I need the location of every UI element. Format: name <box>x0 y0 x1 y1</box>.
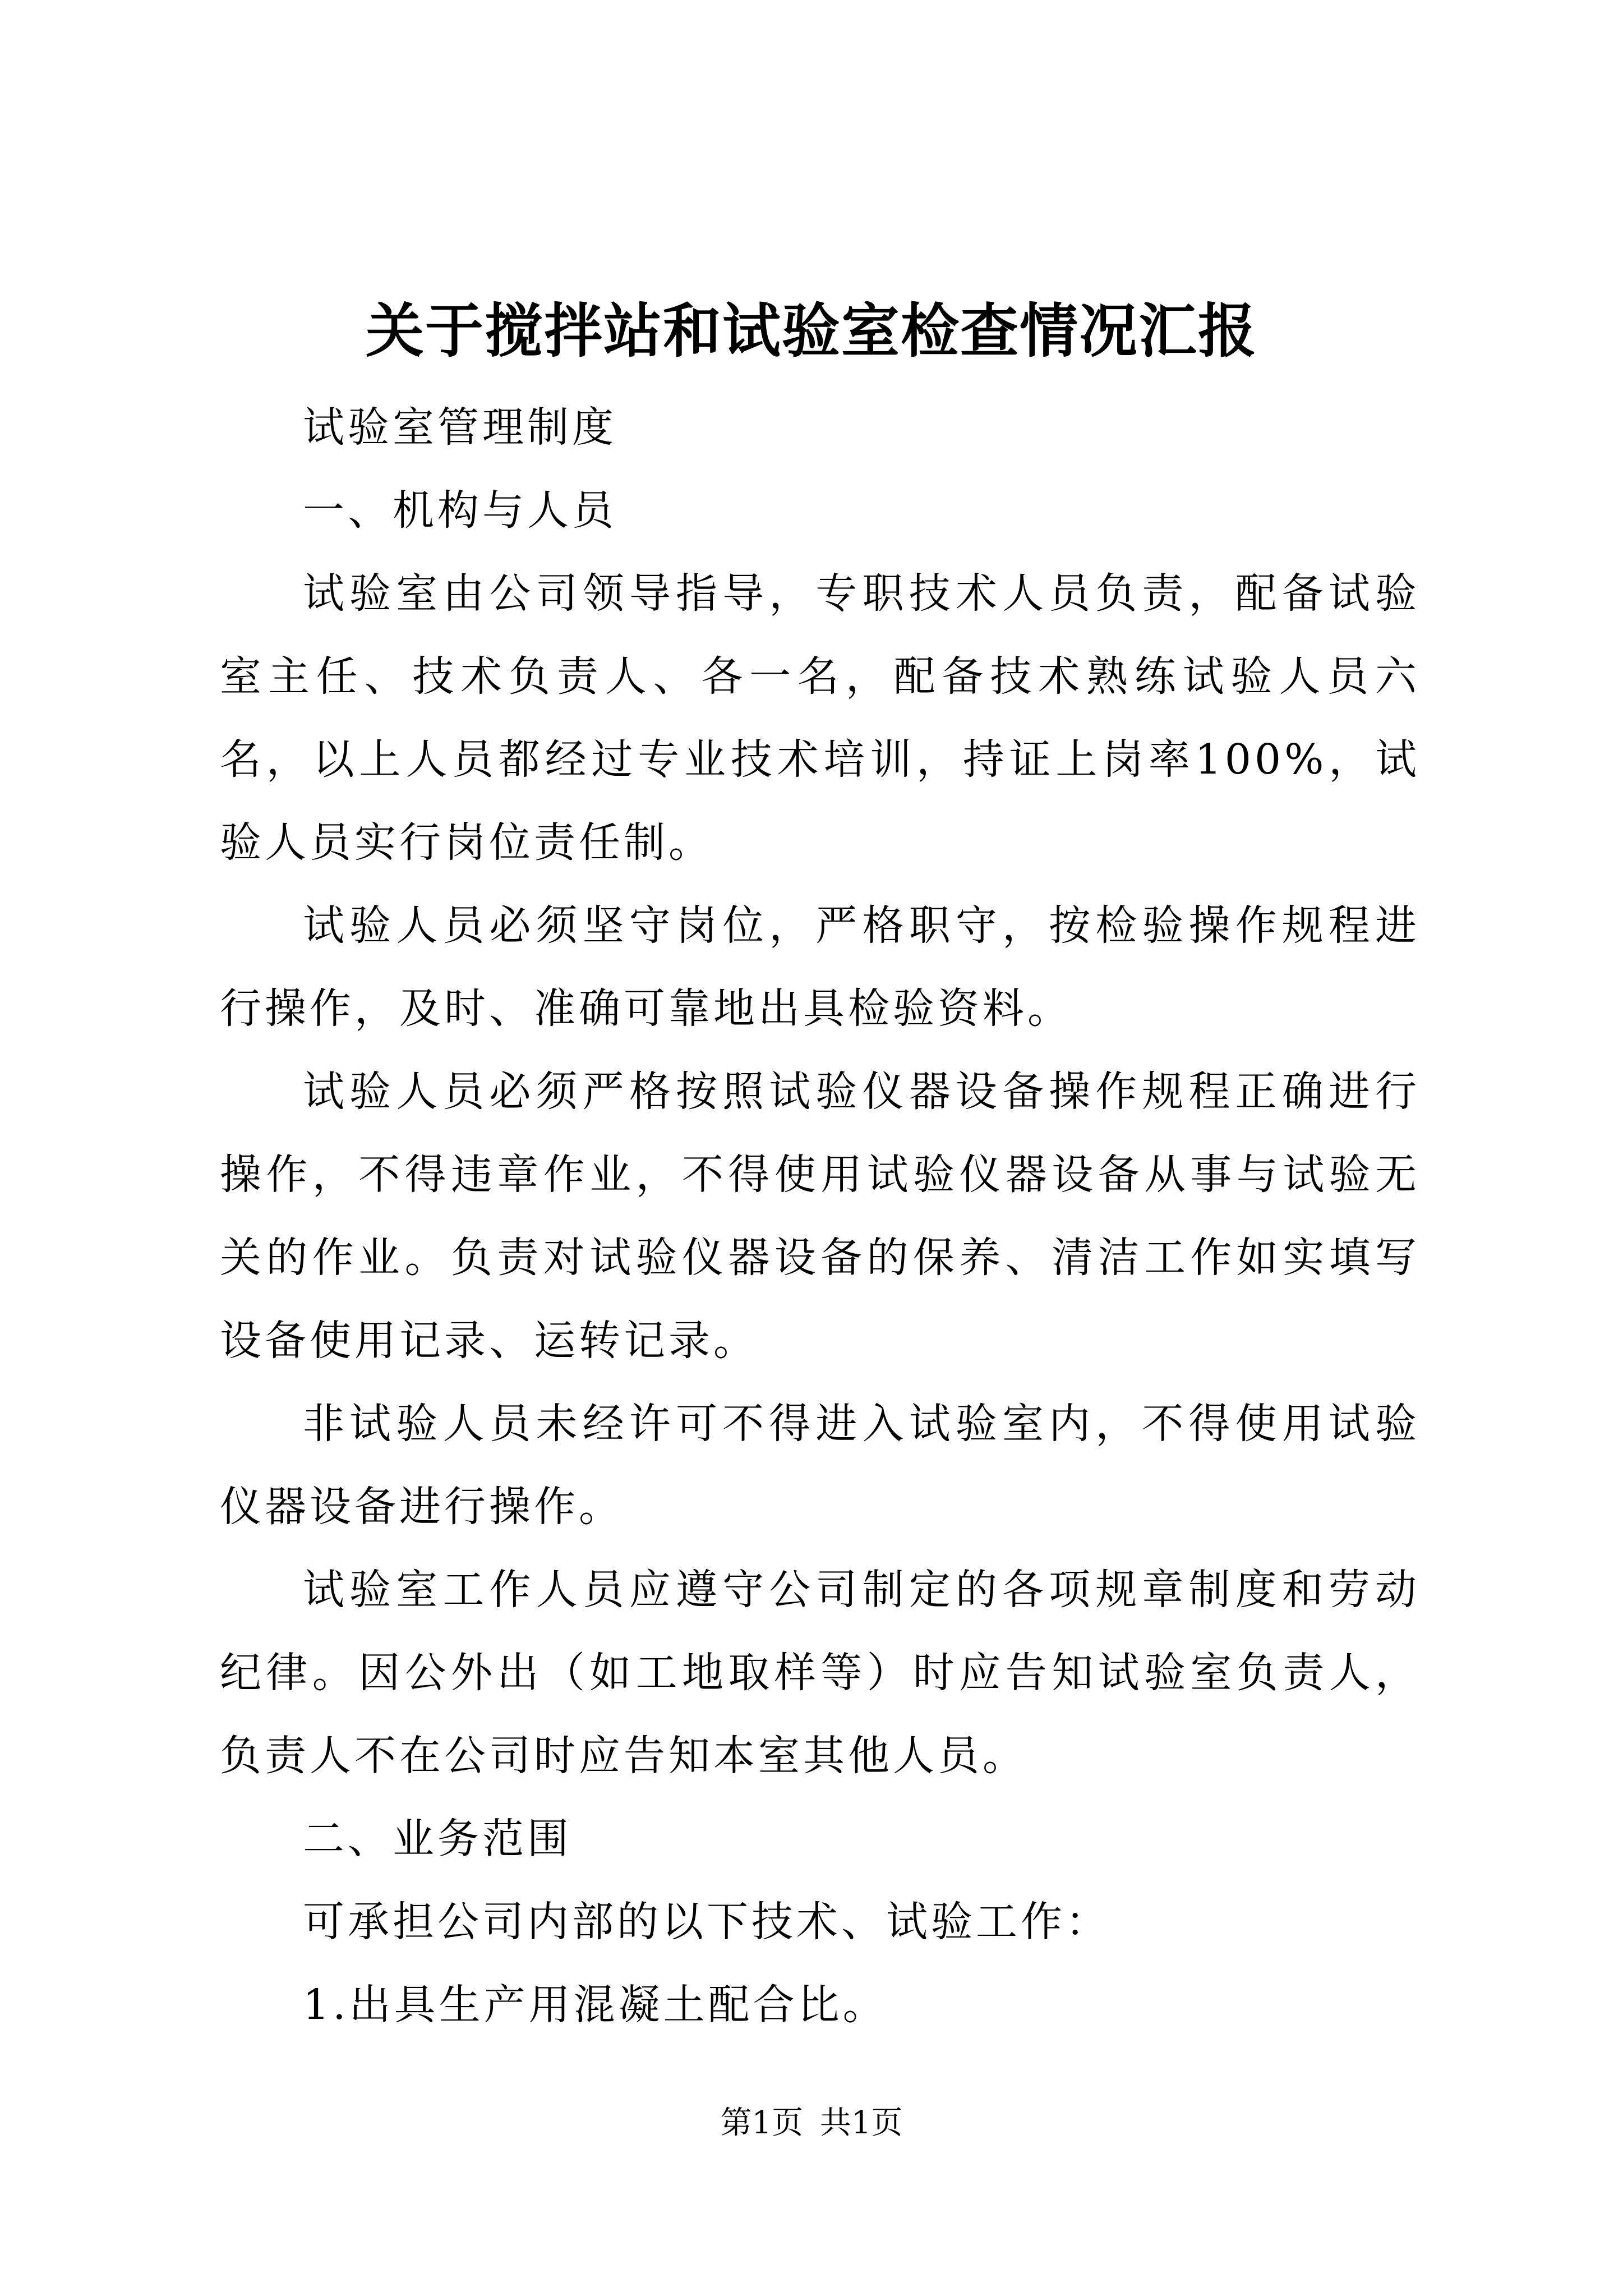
paragraph: 试验人员必须坚守岗位，严格职守，按检验操作规程进行操作，及时、准确可靠地出具检验资料。 <box>220 901 1420 1033</box>
paragraph: 试验人员必须严格按照试验仪器设备操作规程正确进行操作，不得违章作业，不得使用试验仪器设备从事与试验无关的作业。负责对试验仪器设备的保养、清洁工作如实填写设备使用记录、运转记录。 <box>220 1068 1420 1365</box>
document-title: 关于搅拌站和试验室检查情况汇报 <box>365 296 1257 365</box>
paragraph: 试验室工作人员应遵守公司制定的各项规章制度和劳动纪律。因公外出（如工地取样等）时应告知试验室负责人，负责人不在公司时应告知本室其他人员。 <box>220 1566 1420 1780</box>
paragraph: 可承担公司内部的以下技术、试验工作： <box>303 1898 1110 1946</box>
subsection-heading: 二、业务范围 <box>303 1815 572 1863</box>
subsection-heading: 一、机构与人员 <box>303 486 617 535</box>
page-footer <box>0 2101 1623 2146</box>
list-item: 1.出具生产用混凝土配合比。 <box>303 1981 888 2029</box>
section-heading: 试验室管理制度 <box>303 403 617 452</box>
paragraph: 非试验人员未经许可不得进入试验室内，不得使用试验仪器设备进行操作。 <box>220 1400 1420 1531</box>
document-body <box>220 386 1420 2046</box>
paragraph: 试验室由公司领导指导，专职技术人员负责，配备试验室主任、技术负责人、各一名，配备技术熟练试验人员六名，以上人员都经过专业技术培训，持证上岗率100%，试验人员实行岗位责任制。 <box>220 569 1420 867</box>
page-total: 共1页 <box>819 2105 903 2141</box>
page-number: 第1页 <box>720 2105 804 2141</box>
